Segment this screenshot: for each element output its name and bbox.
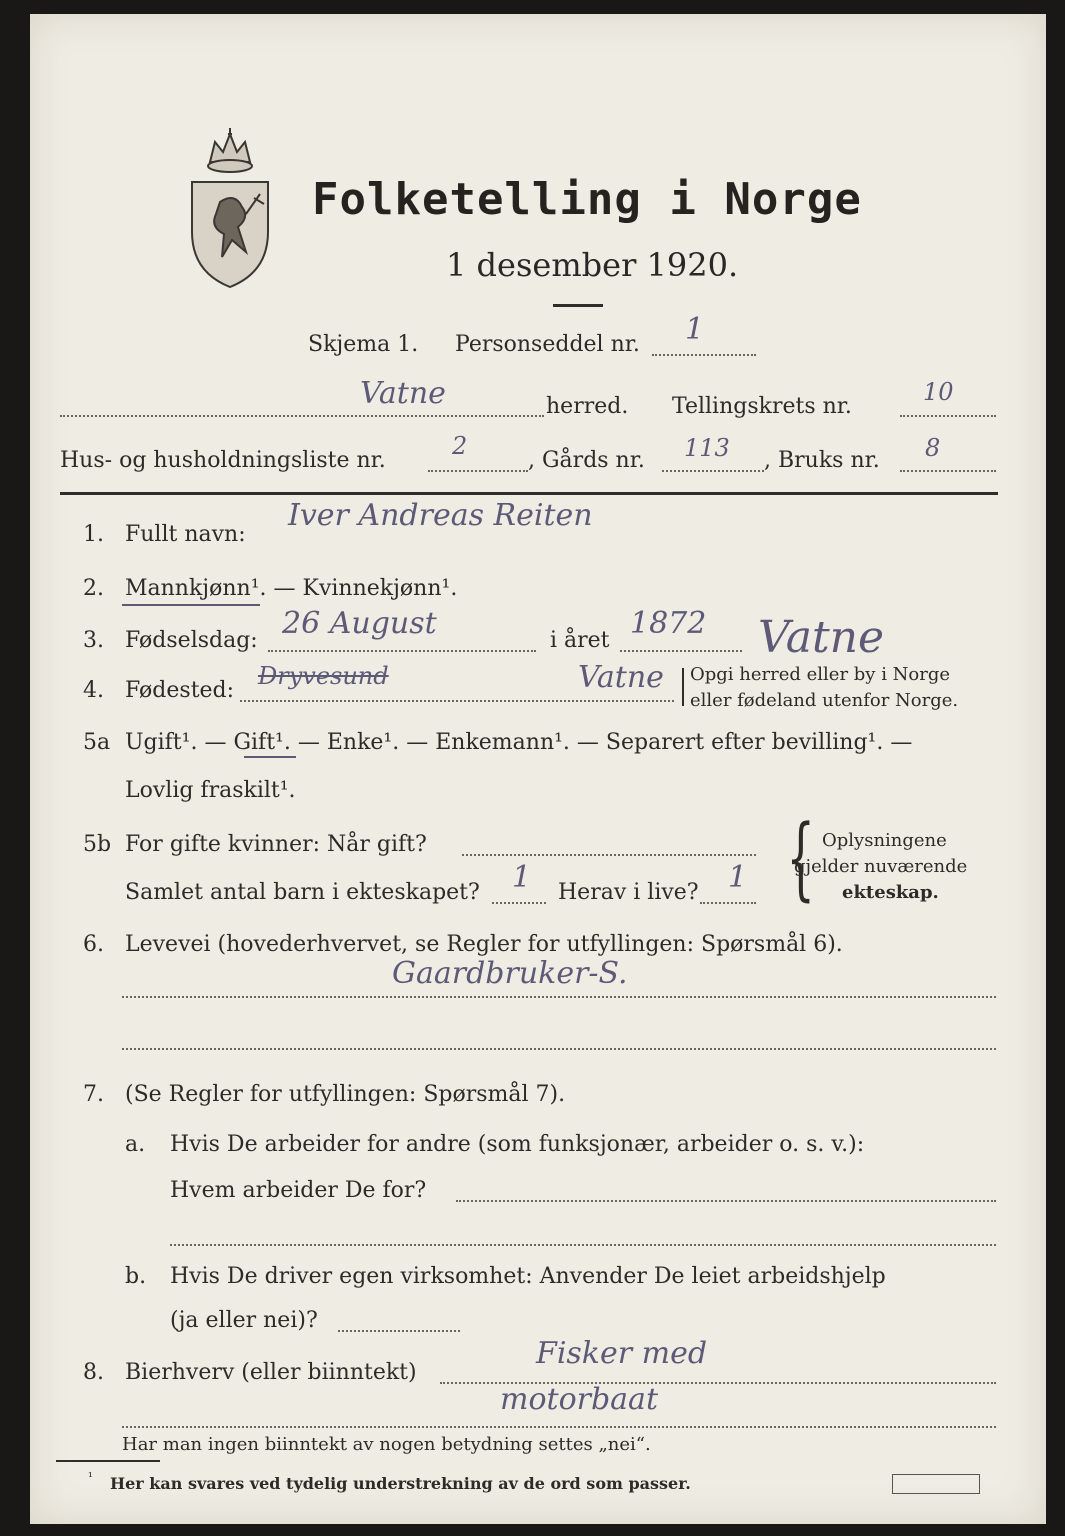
marriage-note-brace: { bbox=[786, 806, 815, 911]
occupation-value: Gaardbruker-S. bbox=[392, 956, 628, 991]
q1-label: Fullt navn: bbox=[125, 522, 246, 547]
q4-label: Fødested: bbox=[125, 678, 235, 703]
gards-field-line bbox=[662, 470, 764, 472]
marriage-note-2: gjelder nuværende bbox=[794, 856, 968, 877]
q5b-label: For gifte kvinner: Når gift? bbox=[125, 832, 427, 857]
printer-stamp bbox=[892, 1474, 980, 1494]
employer-field-line-2 bbox=[170, 1244, 996, 1246]
hus-field-line bbox=[428, 470, 528, 472]
occupation-field-line bbox=[122, 996, 996, 998]
footnote-text: Her kan svares ved tydelig understrekning av de ord som passer. bbox=[110, 1474, 691, 1493]
q7b-number: b. bbox=[125, 1264, 147, 1289]
q7a-label: Hvis De arbeider for andre (som funksjonær, arbeider o. s. v.): bbox=[170, 1132, 865, 1157]
q7a-number: a. bbox=[125, 1132, 146, 1157]
birth-extra-value: Vatne bbox=[758, 612, 885, 663]
q5b-number: 5b bbox=[83, 832, 112, 857]
q7a-sub-label: Hvem arbeider De for? bbox=[170, 1178, 427, 1203]
q4-number: 4. bbox=[83, 678, 104, 703]
personseddel-value: 1 bbox=[685, 312, 705, 347]
personseddel-label: Personseddel nr. bbox=[455, 332, 640, 357]
form-title: Folketelling i Norge bbox=[312, 174, 862, 225]
q7-number: 7. bbox=[83, 1082, 104, 1107]
children-field-line bbox=[492, 902, 546, 904]
year-label: i året bbox=[550, 628, 610, 653]
birthplace-note-2: eller fødeland utenfor Norge. bbox=[690, 690, 959, 711]
birthplace-value: Vatne bbox=[578, 660, 664, 695]
occupation-field-line-2 bbox=[122, 1048, 996, 1050]
bruks-label: , Bruks nr. bbox=[764, 448, 880, 473]
q8-label: Bierhverv (eller biinntekt) bbox=[125, 1360, 417, 1385]
birth-year-value: 1872 bbox=[630, 606, 707, 641]
herred-field-line bbox=[60, 415, 544, 417]
q7-label: (Se Regler for utfyllingen: Spørsmål 7). bbox=[125, 1082, 566, 1107]
alive-field-line bbox=[700, 902, 756, 904]
birthplace-note-1: Opgi herred eller by i Norge bbox=[690, 664, 951, 685]
children-label: Samlet antal barn i ekteskapet? bbox=[125, 880, 480, 905]
marriage-note-3: ekteskap. bbox=[842, 882, 939, 903]
birthday-field-line bbox=[268, 650, 536, 652]
side-income-note: Har man ingen biinntekt av nogen betydning settes „nei“. bbox=[122, 1434, 651, 1455]
q2-number: 2. bbox=[83, 576, 104, 601]
skjema-label: Skjema 1. bbox=[308, 332, 419, 357]
gards-label: , Gårds nr. bbox=[528, 448, 645, 473]
year-field-line bbox=[620, 650, 742, 652]
birthplace-note-bracket bbox=[682, 668, 684, 706]
census-form-page bbox=[30, 14, 1046, 1524]
full-name-value: Iver Andreas Reiten bbox=[288, 498, 593, 533]
coat-of-arms-icon bbox=[180, 122, 280, 292]
q5a-line-1: Ugift¹. — Gift¹. — Enke¹. — Enkemann¹. — Separert efter bevilling¹. — bbox=[125, 730, 913, 755]
q5a-number: 5a bbox=[83, 730, 111, 755]
form-date: 1 desember 1920. bbox=[446, 246, 739, 284]
q7b-label: Hvis De driver egen virksomhet: Anvender De leiet arbeidshjelp bbox=[170, 1264, 886, 1289]
q3-label: Fødselsdag: bbox=[125, 628, 258, 653]
employer-field-line bbox=[456, 1200, 996, 1202]
footnote-divider bbox=[56, 1460, 160, 1462]
birthplace-struck-value: Dryvesund bbox=[258, 662, 389, 690]
footnote-marker: ¹ bbox=[88, 1470, 93, 1484]
marriage-note-1: Oplysningene bbox=[822, 830, 947, 851]
title-divider bbox=[553, 304, 603, 307]
header-divider bbox=[60, 492, 998, 495]
marital-underline bbox=[244, 756, 296, 758]
alive-value: 1 bbox=[728, 860, 748, 895]
birthday-value: 26 August bbox=[282, 606, 437, 641]
gards-value: 113 bbox=[684, 434, 730, 462]
personseddel-field-line bbox=[652, 354, 756, 356]
q8-number: 8. bbox=[83, 1360, 104, 1385]
herred-value: Vatne bbox=[360, 376, 446, 411]
q6-number: 6. bbox=[83, 932, 104, 957]
children-value: 1 bbox=[512, 860, 532, 895]
hired-help-field-line bbox=[338, 1330, 460, 1332]
alive-label: Herav i live? bbox=[558, 880, 699, 905]
married-date-field-line bbox=[462, 854, 756, 856]
side-income-field-line-2 bbox=[122, 1426, 996, 1428]
q7b-sub-label: (ja eller nei)? bbox=[170, 1308, 318, 1333]
bruks-value: 8 bbox=[925, 434, 941, 462]
q3-number: 3. bbox=[83, 628, 104, 653]
herred-label: herred. bbox=[546, 394, 629, 419]
side-income-value-2: motorbaat bbox=[500, 1382, 658, 1417]
side-income-value-1: Fisker med bbox=[536, 1336, 708, 1371]
q1-number: 1. bbox=[83, 522, 104, 547]
birthplace-field-line bbox=[240, 700, 674, 702]
q6-label: Levevei (hovederhvervet, se Regler for utfyllingen: Spørsmål 6). bbox=[125, 932, 843, 957]
tellingskrets-label: Tellingskrets nr. bbox=[672, 394, 852, 419]
q2-label: Mannkjønn¹. — Kvinnekjønn¹. bbox=[125, 576, 458, 601]
q5a-line-2: Lovlig fraskilt¹. bbox=[125, 778, 296, 803]
bruks-field-line bbox=[900, 470, 996, 472]
gender-underline bbox=[122, 604, 260, 606]
tellingskrets-field-line bbox=[900, 415, 996, 417]
hus-value: 2 bbox=[452, 432, 468, 460]
tellingskrets-value: 10 bbox=[923, 378, 954, 406]
hus-label: Hus- og husholdningsliste nr. bbox=[60, 448, 386, 473]
